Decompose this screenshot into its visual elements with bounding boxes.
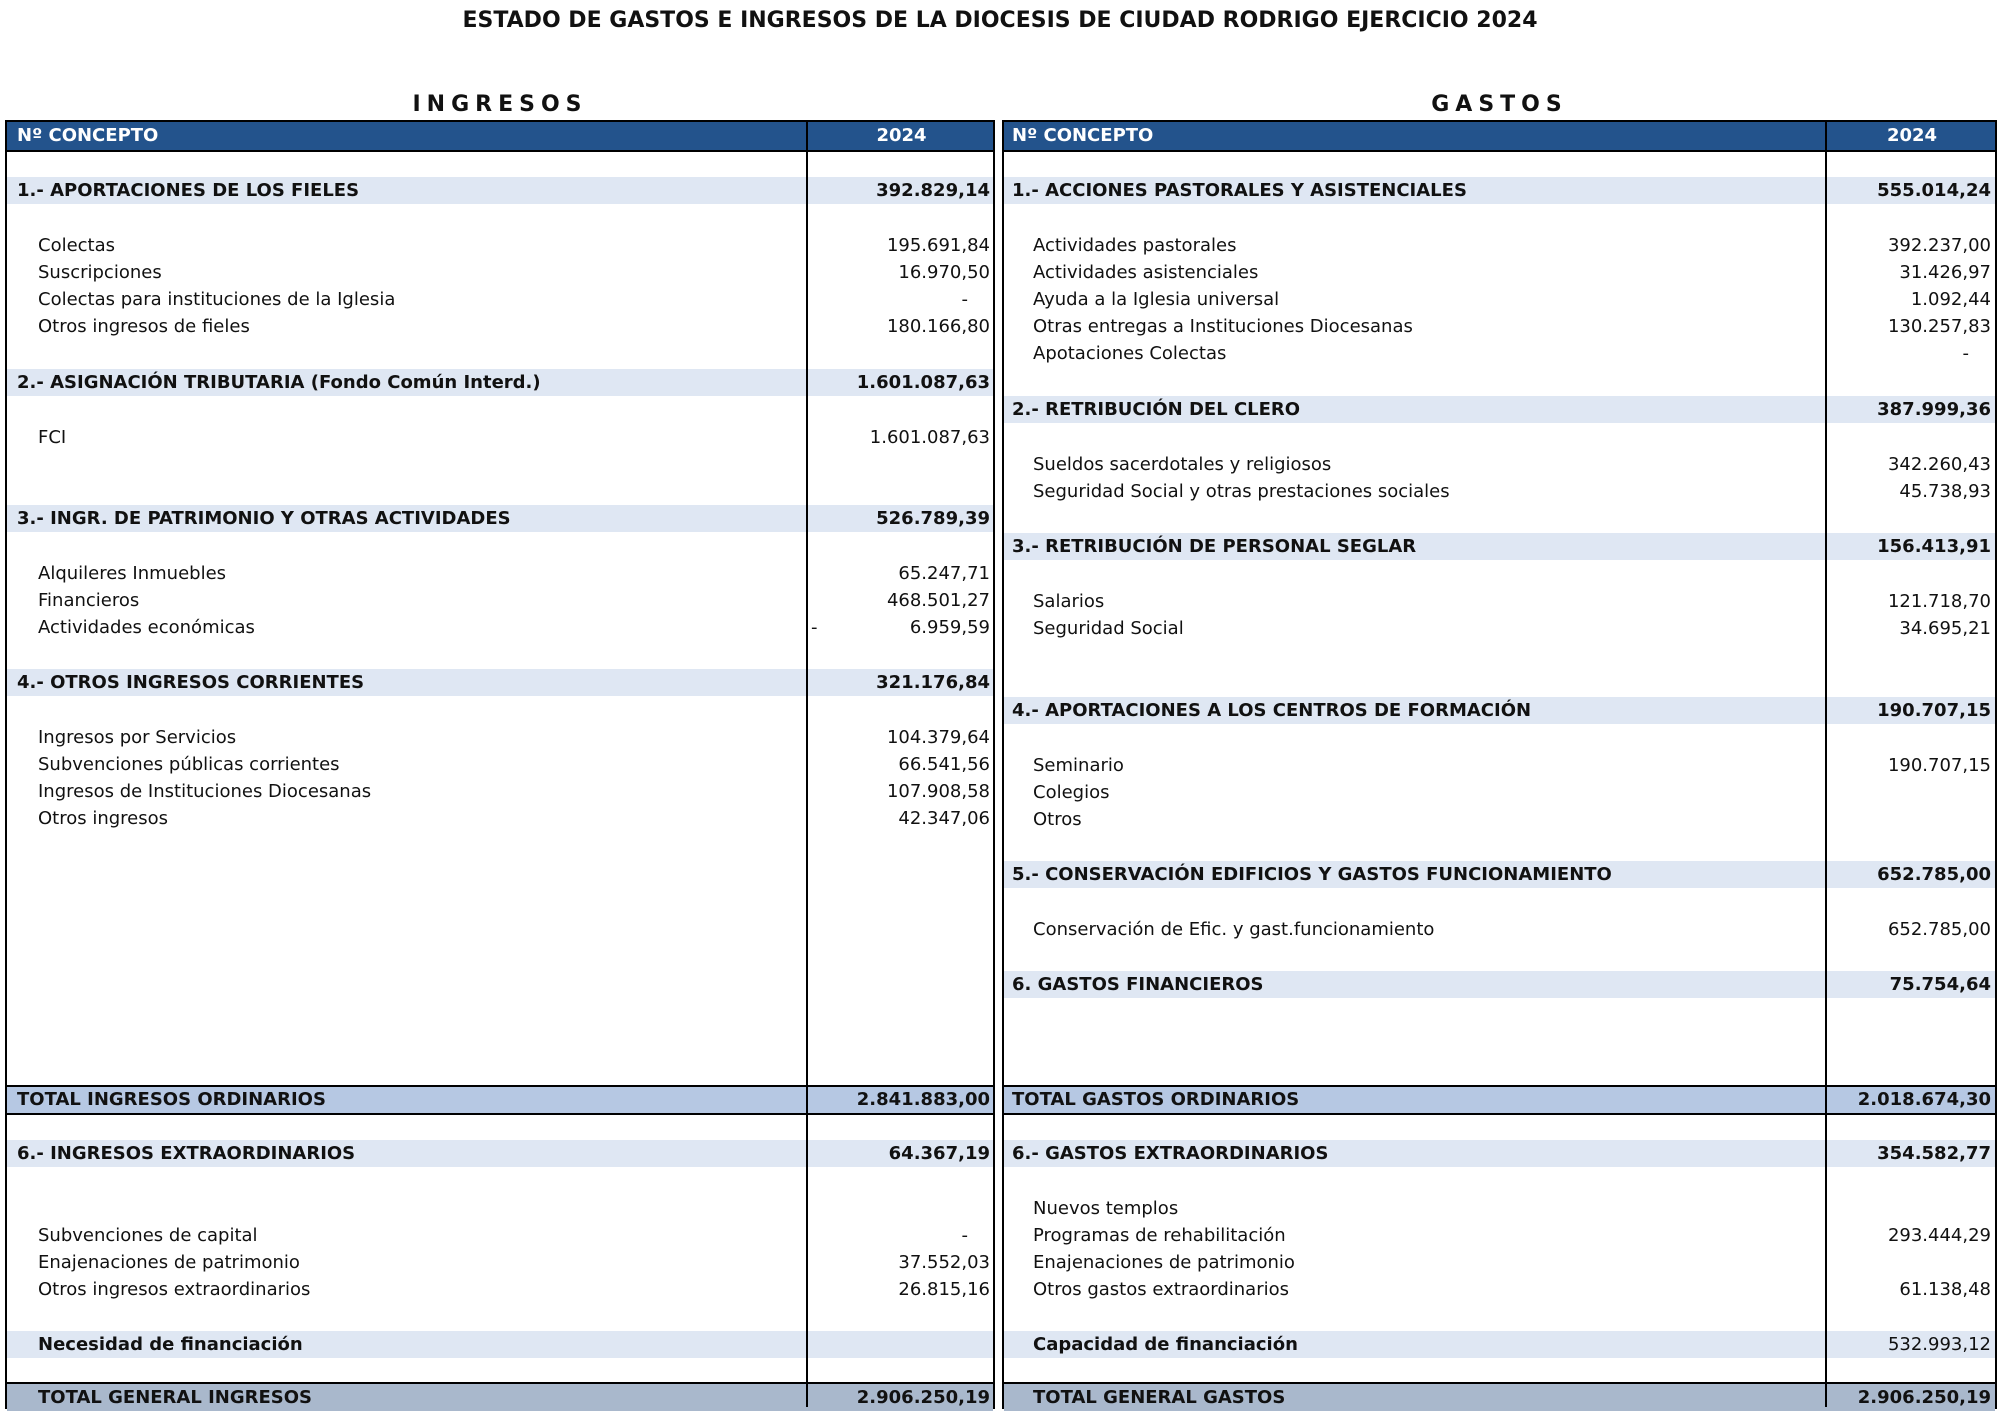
- table-row: [7, 805, 993, 832]
- grand-total-row: [1004, 1382, 1995, 1411]
- row-value: 45.738,93: [1899, 481, 1991, 502]
- row-label: Seminario: [1033, 755, 1124, 776]
- row-value: 190.707,15: [1877, 700, 1991, 721]
- row-value: 16.970,50: [898, 262, 990, 283]
- section-row: [7, 177, 993, 204]
- table-row: [7, 614, 993, 641]
- row-label: 6.- GASTOS EXTRAORDINARIOS: [1012, 1143, 1329, 1164]
- table-row: [1004, 313, 1995, 340]
- row-value: 26.815,16: [898, 1279, 990, 1300]
- financing-row: [1004, 1331, 1995, 1358]
- table-row: [7, 286, 993, 313]
- table-row: [1004, 916, 1995, 943]
- table-row: [1004, 340, 1995, 367]
- row-value: 2.906.250,19: [1857, 1387, 1991, 1408]
- row-value: 652.785,00: [1877, 864, 1991, 885]
- page-title: ESTADO DE GASTOS E INGRESOS DE LA DIOCESIS DE CIUDAD RODRIGO EJERCICIO 2024: [462, 8, 1538, 33]
- row-value: 66.541,56: [898, 754, 990, 775]
- total-row: [7, 1085, 993, 1115]
- ingresos-table: [5, 120, 995, 1409]
- total-row: [1004, 1085, 1995, 1115]
- row-value: 42.347,06: [898, 808, 990, 829]
- row-label: Actividades económicas: [38, 617, 255, 638]
- row-label: Actividades pastorales: [1033, 235, 1237, 256]
- row-label: TOTAL GASTOS ORDINARIOS: [1012, 1089, 1300, 1110]
- row-label: Seguridad Social y otras prestaciones sociales: [1033, 481, 1450, 502]
- row-value: 195.691,84: [886, 235, 990, 256]
- row-value: 2.906.250,19: [856, 1387, 990, 1408]
- row-label: Actividades asistenciales: [1033, 262, 1259, 283]
- table-row: [1004, 806, 1995, 833]
- table-row: [1004, 1276, 1995, 1303]
- row-label: FCI: [38, 427, 67, 448]
- row-value: -: [961, 289, 968, 310]
- table-row: [7, 1222, 993, 1249]
- row-label: Enajenaciones de patrimonio: [1033, 1252, 1295, 1273]
- row-label: Enajenaciones de patrimonio: [38, 1252, 300, 1273]
- section-row: [1004, 861, 1995, 888]
- header-divider: [1004, 150, 1995, 152]
- row-label: 2.- RETRIBUCIÓN DEL CLERO: [1012, 399, 1301, 420]
- row-value: 180.166,80: [886, 316, 990, 337]
- gastos-col-concept: Nº CONCEPTO: [1012, 125, 1154, 146]
- row-value: 342.260,43: [1887, 454, 1991, 475]
- table-row: [7, 259, 993, 286]
- row-value: 31.426,97: [1899, 262, 1991, 283]
- row-label: Alquileres Inmuebles: [38, 563, 227, 584]
- row-label: Ayuda a la Iglesia universal: [1033, 289, 1280, 310]
- table-row: [7, 560, 993, 587]
- row-value: 293.444,29: [1887, 1225, 1991, 1246]
- table-row: [7, 587, 993, 614]
- row-label: Otros ingresos extraordinarios: [38, 1279, 311, 1300]
- row-label: Colectas para instituciones de la Iglesia: [38, 289, 396, 310]
- gastos-col-year: 2024: [1886, 125, 1938, 146]
- row-value: 392.829,14: [876, 180, 990, 201]
- row-value: 1.601.087,63: [856, 372, 990, 393]
- gastos-table: [1002, 120, 1997, 1409]
- row-label: 2.- ASIGNACIÓN TRIBUTARIA (Fondo Común Interd.): [17, 372, 541, 393]
- row-value: 37.552,03: [898, 1252, 990, 1273]
- table-row: [7, 1276, 993, 1303]
- row-label: 4.- OTROS INGRESOS CORRIENTES: [17, 672, 365, 693]
- table-row: [1004, 259, 1995, 286]
- row-value: 190.707,15: [1887, 755, 1991, 776]
- row-value: 6.959,59: [909, 617, 990, 638]
- row-value: 387.999,36: [1877, 399, 1991, 420]
- row-label: Subvenciones públicas corrientes: [38, 754, 340, 775]
- row-value: 532.993,12: [1887, 1334, 1991, 1355]
- section-row: [1004, 971, 1995, 998]
- row-label: Otras entregas a Instituciones Diocesanas: [1033, 316, 1413, 337]
- table-row: [1004, 451, 1995, 478]
- table-row: [1004, 286, 1995, 313]
- row-value: 104.379,64: [886, 727, 990, 748]
- row-label: 1.- ACCIONES PASTORALES Y ASISTENCIALES: [1012, 180, 1467, 201]
- row-value: 65.247,71: [898, 563, 990, 584]
- row-value: 2.841.883,00: [856, 1089, 990, 1110]
- row-label: Necesidad de financiación: [38, 1334, 303, 1355]
- grand-total-row: [7, 1382, 993, 1411]
- row-label: Nuevos templos: [1033, 1198, 1179, 1219]
- table-row: [1004, 588, 1995, 615]
- table-row: [7, 424, 993, 451]
- table-row: [1004, 779, 1995, 806]
- row-value: 555.014,24: [1877, 180, 1991, 201]
- row-value: 130.257,83: [1887, 316, 1991, 337]
- row-label: 6. GASTOS FINANCIEROS: [1012, 974, 1264, 995]
- row-value: 321.176,84: [876, 672, 990, 693]
- row-value: -: [961, 1225, 968, 1246]
- table-row: [1004, 1195, 1995, 1222]
- row-label: Financieros: [38, 590, 140, 611]
- row-label: Otros: [1033, 809, 1082, 830]
- row-value: 526.789,39: [876, 508, 990, 529]
- row-label: Apotaciones Colectas: [1033, 343, 1227, 364]
- row-label: Otros ingresos de fieles: [38, 316, 250, 337]
- table-row: [7, 778, 993, 805]
- ingresos-col-concept: Nº CONCEPTO: [17, 125, 159, 146]
- row-label: Otros ingresos: [38, 808, 169, 829]
- row-value: 121.718,70: [1887, 591, 1991, 612]
- row-label: Programas de rehabilitación: [1033, 1225, 1286, 1246]
- table-row: [1004, 232, 1995, 259]
- financing-row: [7, 1331, 993, 1358]
- section-row: [1004, 177, 1995, 204]
- table-row: [1004, 478, 1995, 505]
- row-label: Salarios: [1033, 591, 1105, 612]
- row-value: 2.018.674,30: [1857, 1089, 1991, 1110]
- gastos-table-header: [1004, 122, 1995, 150]
- row-value: 34.695,21: [1899, 618, 1991, 639]
- row-value: 107.908,58: [886, 781, 990, 802]
- row-value: 1.092,44: [1910, 289, 1991, 310]
- row-label: Colegios: [1033, 782, 1110, 803]
- row-label: Ingresos de Instituciones Diocesanas: [38, 781, 372, 802]
- row-value: 156.413,91: [1877, 536, 1991, 557]
- section-row: [7, 669, 993, 696]
- row-sign: -: [811, 617, 818, 638]
- table-row: [7, 232, 993, 259]
- row-label: Sueldos sacerdotales y religiosos: [1033, 454, 1332, 475]
- row-label: Conservación de Efic. y gast.funcionamiento: [1033, 919, 1435, 940]
- row-value: 1.601.087,63: [869, 427, 990, 448]
- section-row: [7, 1140, 993, 1167]
- section-row: [1004, 533, 1995, 560]
- row-value: 652.785,00: [1887, 919, 1991, 940]
- table-row: [1004, 615, 1995, 642]
- row-label: 5.- CONSERVACIÓN EDIFICIOS Y GASTOS FUNCIONAMIENTO: [1012, 864, 1612, 885]
- section-row: [1004, 1140, 1995, 1167]
- row-label: 3.- RETRIBUCIÓN DE PERSONAL SEGLAR: [1012, 536, 1417, 557]
- table-row: [7, 1249, 993, 1276]
- row-label: 4.- APORTACIONES A LOS CENTROS DE FORMACIÓN: [1012, 700, 1532, 721]
- row-value: 64.367,19: [888, 1143, 990, 1164]
- row-value: 392.237,00: [1887, 235, 1991, 256]
- ingresos-heading: INGRESOS: [412, 92, 588, 117]
- row-label: TOTAL INGRESOS ORDINARIOS: [17, 1089, 326, 1110]
- row-label: TOTAL GENERAL INGRESOS: [38, 1387, 313, 1408]
- section-row: [7, 369, 993, 396]
- row-label: Capacidad de financiación: [1033, 1334, 1298, 1355]
- row-label: TOTAL GENERAL GASTOS: [1033, 1387, 1286, 1408]
- table-row: [1004, 1249, 1995, 1276]
- row-value: -: [1962, 343, 1969, 364]
- section-row: [1004, 697, 1995, 724]
- row-label: Ingresos por Servicios: [38, 727, 237, 748]
- row-label: Suscripciones: [38, 262, 162, 283]
- column-divider: [1825, 122, 1827, 1407]
- section-row: [7, 505, 993, 532]
- table-row: [7, 313, 993, 340]
- section-row: [1004, 396, 1995, 423]
- row-value: 75.754,64: [1889, 974, 1991, 995]
- row-label: 6.- INGRESOS EXTRAORDINARIOS: [17, 1143, 356, 1164]
- row-label: Otros gastos extraordinarios: [1033, 1279, 1289, 1300]
- gastos-heading: GASTOS: [1431, 92, 1568, 117]
- row-label: Seguridad Social: [1033, 618, 1184, 639]
- table-row: [7, 724, 993, 751]
- table-row: [1004, 752, 1995, 779]
- column-divider: [806, 122, 808, 1407]
- ingresos-table-header: [7, 122, 993, 150]
- row-label: 3.- INGR. DE PATRIMONIO Y OTRAS ACTIVIDADES: [17, 508, 511, 529]
- row-value: 354.582,77: [1877, 1143, 1991, 1164]
- header-divider: [7, 150, 993, 152]
- row-label: Subvenciones de capital: [38, 1225, 258, 1246]
- row-label: 1.- APORTACIONES DE LOS FIELES: [17, 180, 360, 201]
- table-row: [7, 751, 993, 778]
- table-row: [1004, 1222, 1995, 1249]
- row-value: 468.501,27: [886, 590, 990, 611]
- row-label: Colectas: [38, 235, 116, 256]
- row-value: 61.138,48: [1899, 1279, 1991, 1300]
- ingresos-col-year: 2024: [876, 125, 927, 146]
